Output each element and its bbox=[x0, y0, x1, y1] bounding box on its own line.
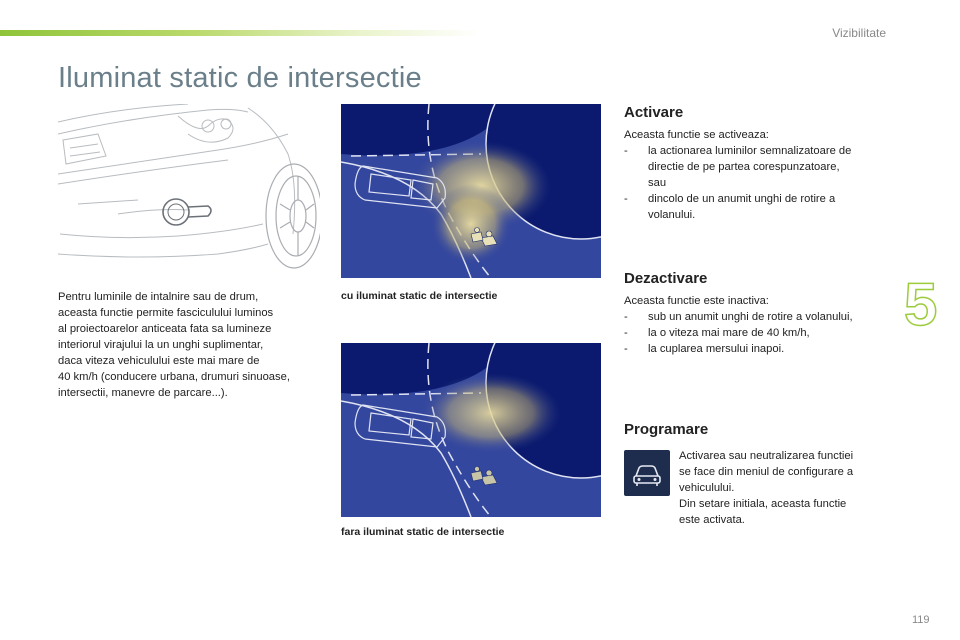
intro-line: al proiectoarelor anticeata fata sa lumineze bbox=[58, 323, 272, 335]
programare-line: vehiculului. bbox=[679, 482, 735, 494]
intro-line: daca viteza vehiculului este mai mare de bbox=[58, 355, 260, 367]
page-title: Iluminat static de intersectie bbox=[58, 62, 422, 94]
dezactivare-intro: Aceasta functie este inactiva: bbox=[624, 295, 769, 307]
list-item-line: volanului. bbox=[648, 209, 696, 221]
list-item bbox=[624, 325, 882, 341]
list-item-text: la o viteza mai mare de 40 km/h, bbox=[648, 327, 810, 339]
list-dash: - bbox=[624, 343, 628, 355]
list-item bbox=[624, 309, 882, 325]
intro-line: aceasta functie permite fasciculului luminos bbox=[58, 307, 274, 319]
list-item-line: dincolo de un anumit unghi de rotire a bbox=[648, 193, 836, 205]
list-item bbox=[624, 191, 882, 223]
list-dash: - bbox=[624, 327, 628, 339]
list-item-text: sub un anumit unghi de rotire a volanului, bbox=[648, 311, 853, 323]
intro-paragraph bbox=[58, 289, 326, 401]
list-dash: - bbox=[624, 311, 628, 323]
intro-line: Pentru luminile de intalnire sau de drum, bbox=[58, 291, 259, 303]
programare-line: se face din meniul de configurare a bbox=[679, 466, 854, 478]
programare-line: Din setare initiala, aceasta functie bbox=[679, 498, 847, 510]
section-label: Vizibilitate bbox=[832, 26, 886, 40]
chapter-number: 5 bbox=[904, 271, 938, 338]
list-dash: - bbox=[624, 193, 628, 205]
list-dash: - bbox=[624, 145, 628, 157]
page-number: 119 bbox=[912, 614, 930, 626]
intro-line: interiorul virajului la un unghi suplimentar, bbox=[58, 339, 264, 351]
list-item-line: la actionarea luminilor semnalizatoare de bbox=[648, 145, 852, 157]
caption-with-cornering-light: cu iluminat static de intersectie bbox=[341, 290, 498, 302]
diagram-with-cornering-light bbox=[341, 104, 601, 278]
programare-line: este activata. bbox=[679, 514, 745, 526]
diagram-without-cornering-light bbox=[341, 343, 601, 517]
intro-line: 40 km/h (conducere urbana, drumuri sinuoase, bbox=[58, 371, 290, 383]
intro-line: intersectii, manevre de parcare...). bbox=[58, 387, 228, 399]
activare-intro: Aceasta functie se activeaza: bbox=[624, 129, 769, 141]
dezactivare-block bbox=[624, 293, 882, 357]
programare-text bbox=[679, 448, 879, 528]
list-item-text: la cuplarea mersului inapoi. bbox=[648, 343, 785, 355]
car-front-illustration bbox=[58, 104, 320, 276]
heading-programare: Programare bbox=[624, 421, 709, 438]
list-item bbox=[624, 341, 882, 357]
heading-activare: Activare bbox=[624, 104, 684, 121]
header-accent-bar bbox=[0, 30, 480, 36]
heading-dezactivare: Dezactivare bbox=[624, 270, 708, 287]
list-item-line: directie de pe partea corespunzatoare, bbox=[648, 161, 840, 173]
list-item-line: sau bbox=[648, 177, 667, 189]
programare-line: Activarea sau neutralizarea functiei bbox=[679, 450, 854, 462]
list-item bbox=[624, 143, 882, 191]
car-settings-icon bbox=[624, 450, 670, 496]
caption-without-cornering-light: fara iluminat static de intersectie bbox=[341, 526, 505, 538]
activare-block bbox=[624, 127, 882, 223]
